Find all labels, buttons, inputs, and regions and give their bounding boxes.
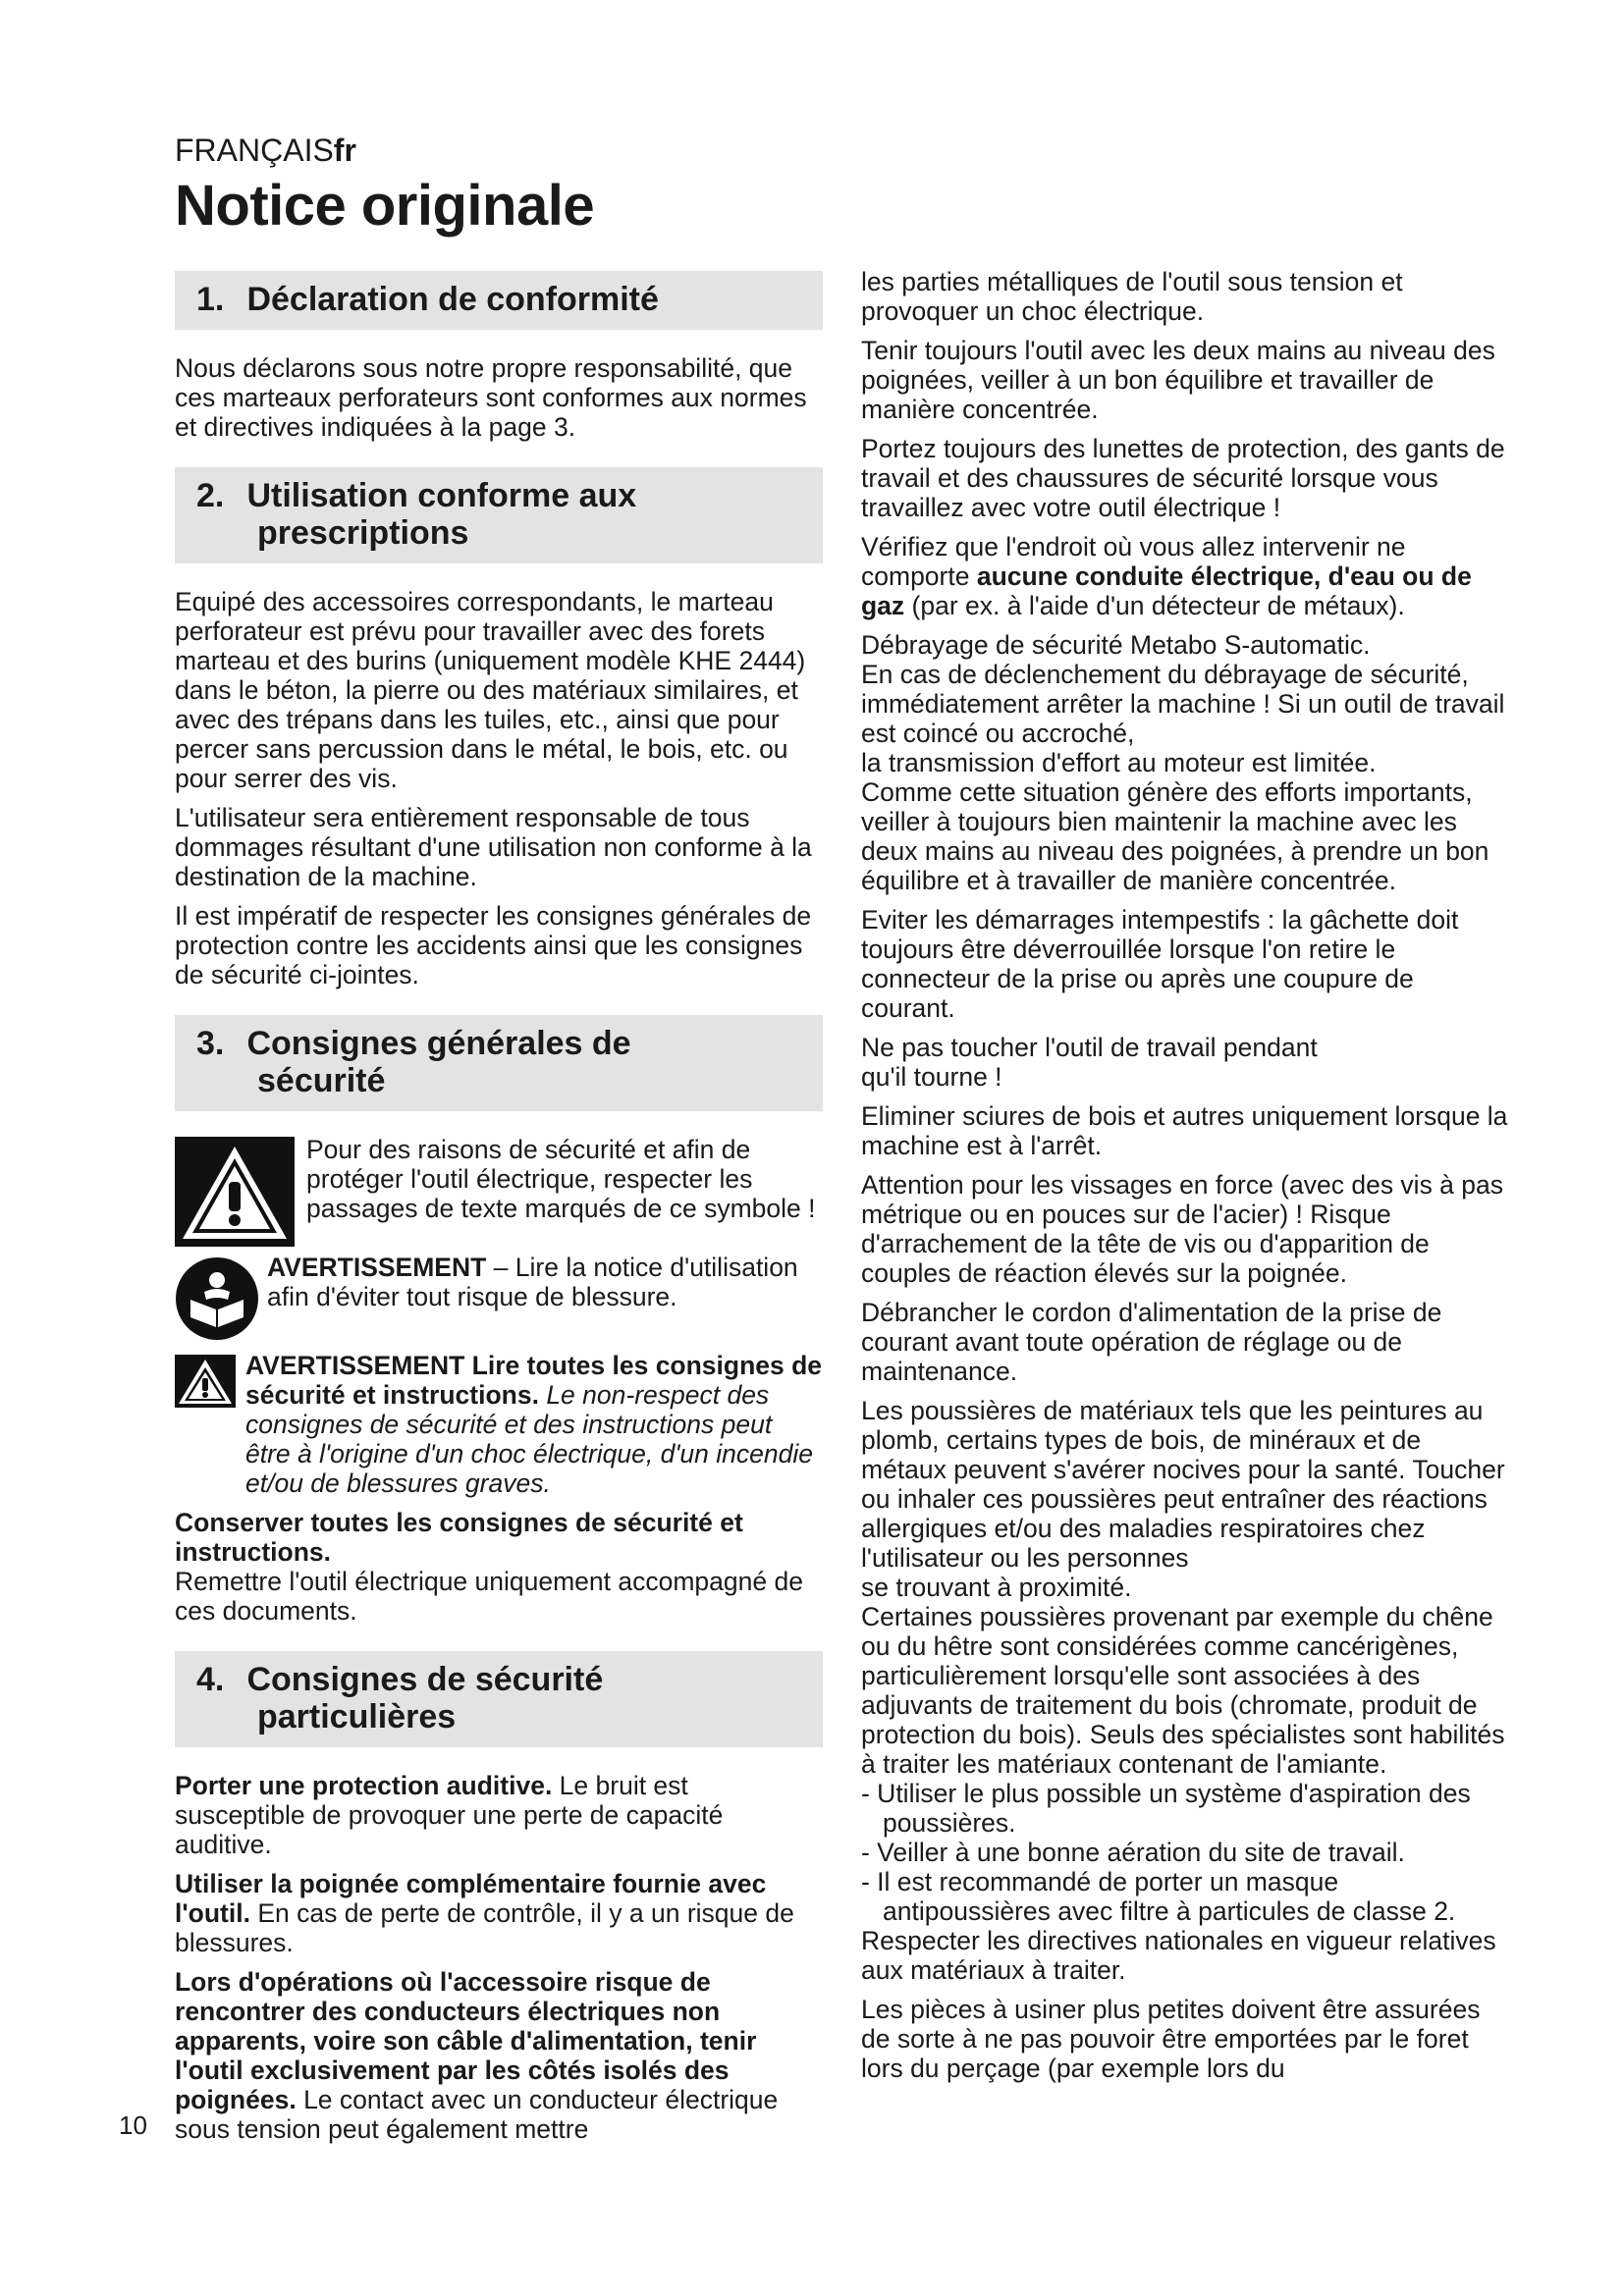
paragraph: Utiliser la poignée complémentaire fournie avec l'outil. En cas de perte de contrôle, il y a un risque de blessures. [175,1869,794,1957]
paragraph: Les poussières de matériaux tels que les peintures au plomb, certains types de bois, de minéraux et de métaux peuvent s'avérer nocives pour la santé. Toucher ou inhaler ces poussières peut entraîner des réactions allergiques et/ou des maladies respiratoires chez l'utilisateur ou les personnes [861,1396,1505,1573]
paragraph: En cas de déclenchement du débrayage de sécurité, immédiatement arrêter la machine ! Si un outil de travail est coincé ou accroché, [861,660,1505,748]
warning-triangle-icon [175,1355,236,1408]
section-heading-1: 1. Déclaration de conformité [175,271,823,330]
section-heading-2: 2. Utilisation conforme aux prescriptions [175,467,823,563]
warning-bold-text: AVERTISSEMENT Lire toutes les consignes de sécurité et instructions. [245,1351,823,1410]
paragraph: Remettre l'outil électrique uniquement accompagné de ces documents. [175,1567,803,1626]
section-heading-4: 4. Consignes de sécurité particulières [175,1651,823,1747]
paragraph: Débrancher le cordon d'alimentation de la prise de courant avant toute opération de réglage ou de maintenance. [861,1298,1442,1386]
warning-text: Pour des raisons de sécurité et afin de protéger l'outil électrique, respecter les passages de texte marqués de ce symbole ! [306,1135,816,1223]
left-column [175,267,823,2154]
list-item: - Utiliser le plus possible un système d'aspiration des poussières. [861,1779,1471,1838]
language-label: FRANÇAIS [175,133,334,168]
paragraph: Certaines poussières provenant par exemple du chêne ou du hêtre sont considérées comme cancérigènes, particulièrement lorsqu'elle sont associées à des adjuvants de traitement du bois (chromate, produit de protection du bois). Seuls des spécialistes sont habilités à traiter les matériaux contenant de l'amiante. [861,1602,1505,1779]
list-item: - Veiller à une bonne aération du site de travail. [861,1838,1405,1867]
read-manual-icon [175,1256,259,1341]
paragraph: la transmission d'effort au moteur est limitée. [861,748,1377,777]
paragraph: Les pièces à usiner plus petites doivent être assurées de sorte à ne pas pouvoir être emportées par le foret lors du perçage (par exemple lors du [861,1995,1481,2083]
section-heading-3: 3. Consignes générales de sécurité [175,1015,823,1111]
paragraph: Respecter les directives nationales en vigueur relatives aux matériaux à traiter. [861,1926,1496,1985]
paragraph: Comme cette situation génère des efforts importants, veiller à toujours bien maintenir la machine avec les deux mains au niveau des poignées, à prendre un bon équilibre et à travailler de manière concentrée. [861,777,1489,895]
page-title: Notice originale [175,174,595,238]
paragraph: Ne pas toucher l'outil de travail pendant [861,1033,1318,1062]
paragraph: Vérifiez que l'endroit où vous allez intervenir ne comporte aucune conduite électrique, d'eau ou de gaz (par ex. à l'aide d'un détecteur de métaux). [861,532,1472,620]
paragraph: qu'il tourne ! [861,1062,1002,1092]
paragraph: se trouvant à proximité. [861,1573,1132,1602]
list-item: - Il est recommandé de porter un masque antipoussières avec filtre à particules de classe 2. [861,1867,1456,1926]
paragraph: Il est impératif de respecter les consignes générales de protection contre les accidents ainsi que les consignes de sécurité ci-jointes. [175,901,812,989]
paragraph: Eliminer sciures de bois et autres uniquement lorsque la machine est à l'arrêt. [861,1101,1508,1160]
general-warning [175,1351,823,1498]
paragraph: Attention pour les vissages en force (avec des vis à pas métrique ou en pouces sur de l'acier) ! Risque d'arrachement de la tête de vis ou d'apparition de couples de réaction élevés sur la poignée. [861,1170,1504,1288]
paragraph: Nous déclarons sous notre propre responsabilité, que ces marteaux perforateurs sont conformes aux normes et directives indiquées à la page 3. [175,353,807,442]
paragraph: Equipé des accessoires correspondants, le marteau perforateur est prévu pour travailler avec des forets marteau et des burins (uniquement modèle KHE 2444) dans le béton, la pierre ou des matériaux similaires, et avec des trépans dans les tuiles, etc., ainsi que pour percer sans percussion dans le métal, le bois, etc. ou pour serrer des vis. [175,587,806,793]
paragraph: Eviter les démarrages intempestifs : la gâchette doit toujours être déverrouillée lorsque l'on retire le connecteur de la prise ou après une coupure de courant. [861,905,1459,1023]
warning-notice [175,1135,823,1247]
page-number: 10 [119,2110,147,2140]
right-column [861,267,1509,2093]
warning-triangle-icon [175,1137,295,1247]
paragraph: Porter une protection auditive. Le bruit est susceptible de provoquer une perte de capacité auditive. [175,1771,724,1859]
paragraph: Tenir toujours l'outil avec les deux mains au niveau des poignées, veiller à un bon équilibre et travailler de manière concentrée. [861,336,1495,424]
read-manual-text: AVERTISSEMENT – Lire la notice d'utilisation afin d'éviter tout risque de blessure. [267,1253,798,1311]
paragraph: Lors d'opérations où l'accessoire risque de rencontrer des conducteurs électriques non apparents, voire son câble d'alimentation, tenir l'outil exclusivement par les côtés isolés des poignées. Le contact avec un conducteur électrique sous tension peut également mettre [175,1967,779,2144]
language-code: fr [333,133,356,168]
paragraph: les parties métalliques de l'outil sous tension et provoquer un choc électrique. [861,267,1403,326]
paragraph: L'utilisateur sera entièrement responsable de tous dommages résultant d'une utilisation non conforme à la destination de la machine. [175,803,812,891]
read-manual-notice [175,1253,823,1341]
paragraph: Débrayage de sécurité Metabo S-automatic. [861,630,1371,660]
warning-italic-text: Le non-respect des consignes de sécurité et des instructions peut être à l'origine d'un choc électrique, d'un incendie et/ou de blessures graves. [245,1380,813,1498]
language-header [175,133,356,169]
conserver-heading: Conserver toutes les consignes de sécurité et instructions. [175,1508,743,1567]
paragraph: Portez toujours des lunettes de protection, des gants de travail et des chaussures de sécurité lorsque vous travaillez avec votre outil électrique ! [861,434,1505,522]
